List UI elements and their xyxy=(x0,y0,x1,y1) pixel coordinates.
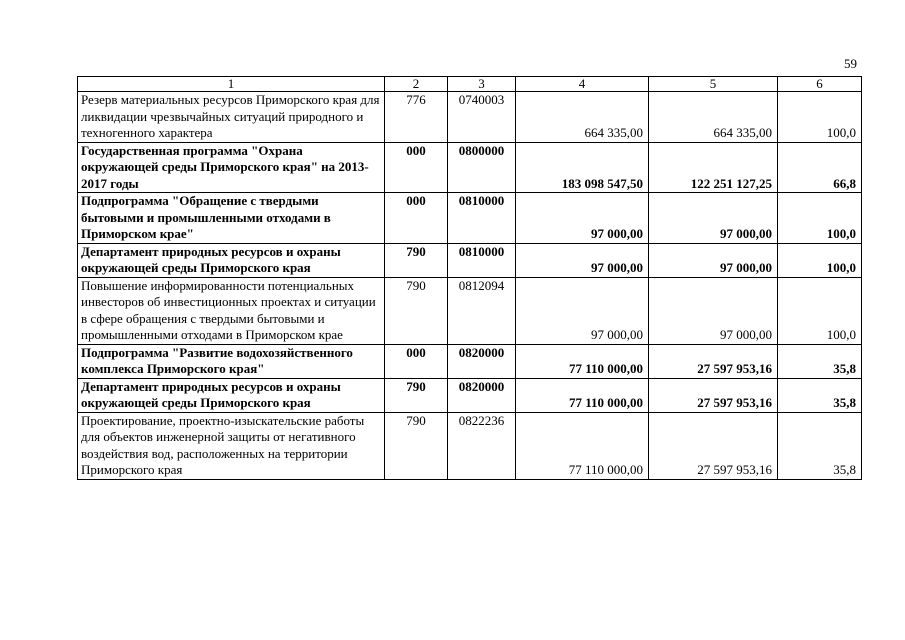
column-header: 4 xyxy=(516,77,649,92)
code-cell: 790 xyxy=(385,378,448,412)
code-cell: 000 xyxy=(385,193,448,244)
table-row xyxy=(78,92,862,143)
table-row xyxy=(78,344,862,378)
code-cell: 790 xyxy=(385,412,448,479)
executed-amount-cell: 97 000,00 xyxy=(649,243,778,277)
planned-amount-cell: 77 110 000,00 xyxy=(516,378,649,412)
table-row xyxy=(78,243,862,277)
column-header: 6 xyxy=(778,77,862,92)
column-header: 3 xyxy=(448,77,516,92)
executed-amount-cell: 27 597 953,16 xyxy=(649,344,778,378)
executed-amount-cell: 122 251 127,25 xyxy=(649,142,778,193)
code-cell: 0800000 xyxy=(448,142,516,193)
percent-cell: 100,0 xyxy=(778,243,862,277)
budget-table xyxy=(77,76,862,480)
code-cell: 000 xyxy=(385,142,448,193)
code-cell: 0820000 xyxy=(448,344,516,378)
row-name-cell: Департамент природных ресурсов и охраны окружающей среды Приморского края xyxy=(78,378,385,412)
code-cell: 790 xyxy=(385,277,448,344)
code-cell: 776 xyxy=(385,92,448,143)
percent-cell: 100,0 xyxy=(778,92,862,143)
planned-amount-cell: 664 335,00 xyxy=(516,92,649,143)
row-name-cell: Подпрограмма "Обращение с твердыми бытовыми и промышленными отходами в Приморском крае" xyxy=(78,193,385,244)
executed-amount-cell: 664 335,00 xyxy=(649,92,778,143)
percent-cell: 66,8 xyxy=(778,142,862,193)
executed-amount-cell: 27 597 953,16 xyxy=(649,412,778,479)
executed-amount-cell: 27 597 953,16 xyxy=(649,378,778,412)
planned-amount-cell: 97 000,00 xyxy=(516,277,649,344)
planned-amount-cell: 97 000,00 xyxy=(516,243,649,277)
row-name-cell: Повышение информированности потенциальных инвесторов об инвестиционных проектах и ситуации в сфере обращения с твердыми бытовыми и промышленными отходами в Приморском крае xyxy=(78,277,385,344)
column-header: 1 xyxy=(78,77,385,92)
table-row xyxy=(78,412,862,479)
code-cell: 0740003 xyxy=(448,92,516,143)
percent-cell: 100,0 xyxy=(778,193,862,244)
column-header: 5 xyxy=(649,77,778,92)
row-name-cell: Государственная программа "Охрана окружающей среды Приморского края" на 2013-2017 годы xyxy=(78,142,385,193)
table-row xyxy=(78,142,862,193)
planned-amount-cell: 183 098 547,50 xyxy=(516,142,649,193)
code-cell: 0822236 xyxy=(448,412,516,479)
code-cell: 0810000 xyxy=(448,243,516,277)
row-name-cell: Проектирование, проектно-изыскательские работы для объектов инженерной защиты от негативного воздействия вод, расположенных на территории Приморского края xyxy=(78,412,385,479)
row-name-cell: Подпрограмма "Развитие водохозяйственного комплекса Приморского края" xyxy=(78,344,385,378)
planned-amount-cell: 97 000,00 xyxy=(516,193,649,244)
executed-amount-cell: 97 000,00 xyxy=(649,277,778,344)
code-cell: 790 xyxy=(385,243,448,277)
row-name-cell: Департамент природных ресурсов и охраны окружающей среды Приморского края xyxy=(78,243,385,277)
code-cell: 000 xyxy=(385,344,448,378)
table-row xyxy=(78,277,862,344)
table-row xyxy=(78,378,862,412)
table-row xyxy=(78,193,862,244)
executed-amount-cell: 97 000,00 xyxy=(649,193,778,244)
percent-cell: 35,8 xyxy=(778,344,862,378)
code-cell: 0820000 xyxy=(448,378,516,412)
planned-amount-cell: 77 110 000,00 xyxy=(516,412,649,479)
code-cell: 0812094 xyxy=(448,277,516,344)
table-header-row xyxy=(78,77,862,92)
planned-amount-cell: 77 110 000,00 xyxy=(516,344,649,378)
code-cell: 0810000 xyxy=(448,193,516,244)
percent-cell: 100,0 xyxy=(778,277,862,344)
percent-cell: 35,8 xyxy=(778,412,862,479)
column-header: 2 xyxy=(385,77,448,92)
percent-cell: 35,8 xyxy=(778,378,862,412)
page-number: 59 xyxy=(844,56,857,71)
row-name-cell: Резерв материальных ресурсов Приморского края для ликвидации чрезвычайных ситуаций природного и техногенного характера xyxy=(78,92,385,143)
